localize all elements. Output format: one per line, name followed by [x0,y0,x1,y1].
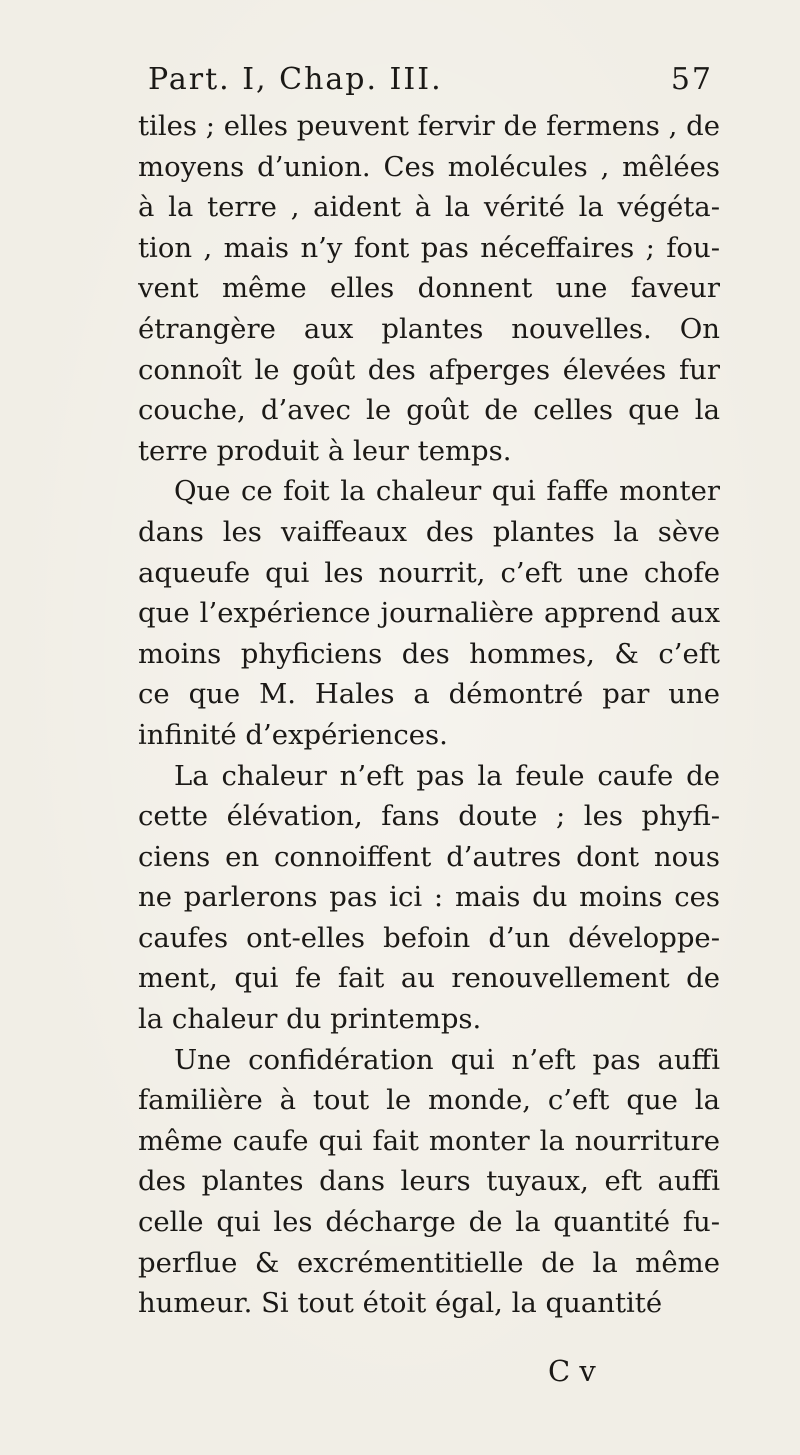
text-line: vent même elles donnent une faveur [138,272,720,305]
running-title: Part. I, Chap. III. [148,62,443,97]
text-line: connoît le goût des afperges élevées fur [138,353,720,386]
text-line: dans les vaiffeaux des plantes la sève [138,515,720,548]
signature-mark: C v [548,1354,596,1388]
text-line: tion , mais n’y font pas néceffaires ; fou- [138,231,720,264]
page-header [148,62,713,102]
paragraph [138,471,720,755]
text-line: couche, d’avec le goût de celles que la [138,394,720,427]
text-line: Que ce foit la chaleur qui faffe monter [174,475,720,508]
text-line: caufes ont-elles befoin d’un développe- [138,921,720,954]
text-line: tiles ; elles peuvent fervir de fermens , de [138,110,720,142]
text-line: moins phyficiens des hommes, & c’eft [138,637,720,670]
text-line: que l’expérience journalière apprend aux [138,597,720,630]
text-line: Une confidération qui n’eft pas auffi [174,1043,720,1076]
paragraph [138,1040,720,1324]
text-line: aqueufe qui les nourrit, c’eft une chofe [138,556,720,589]
text-line: humeur. Si tout étoit égal, la quantité [138,1287,663,1320]
text-line: infinité d’expériences. [138,718,448,751]
text-line: la chaleur du printemps. [138,1003,482,1036]
page-number: 57 [670,62,713,97]
paragraph [138,756,720,1040]
text-line: ment, qui fe fait au renouvellement de [138,962,720,995]
text-line: ce que M. Hales a démontré par une [138,678,720,711]
text-line: perflue & excrémentitielle de la même [138,1246,720,1279]
text-line: même caufe qui fait monter la nourriture [138,1124,720,1157]
text-line: La chaleur n’eft pas la feule caufe de [174,759,720,792]
text-line: étrangère aux plantes nouvelles. On [138,312,720,345]
text-line: ciens en connoiffent d’autres dont nous [138,840,720,873]
text-line: ne parlerons pas ici : mais du moins ces [138,881,720,914]
text-line: familière à tout le monde, c’eft que la [138,1084,720,1117]
text-line: cette élévation, fans doute ; les phyfi- [138,800,720,833]
body-text [138,106,720,1324]
text-line: des plantes dans leurs tuyaux, eft auffi [138,1165,720,1198]
text-line: moyens d’union. Ces molécules , mêlées [138,150,720,183]
text-line: terre produit à leur temps. [138,434,512,467]
text-line: celle qui les décharge de la quantité fu- [138,1206,720,1239]
text-line: à la terre , aident à la vérité la végéta- [138,191,720,224]
paragraph [138,106,720,471]
